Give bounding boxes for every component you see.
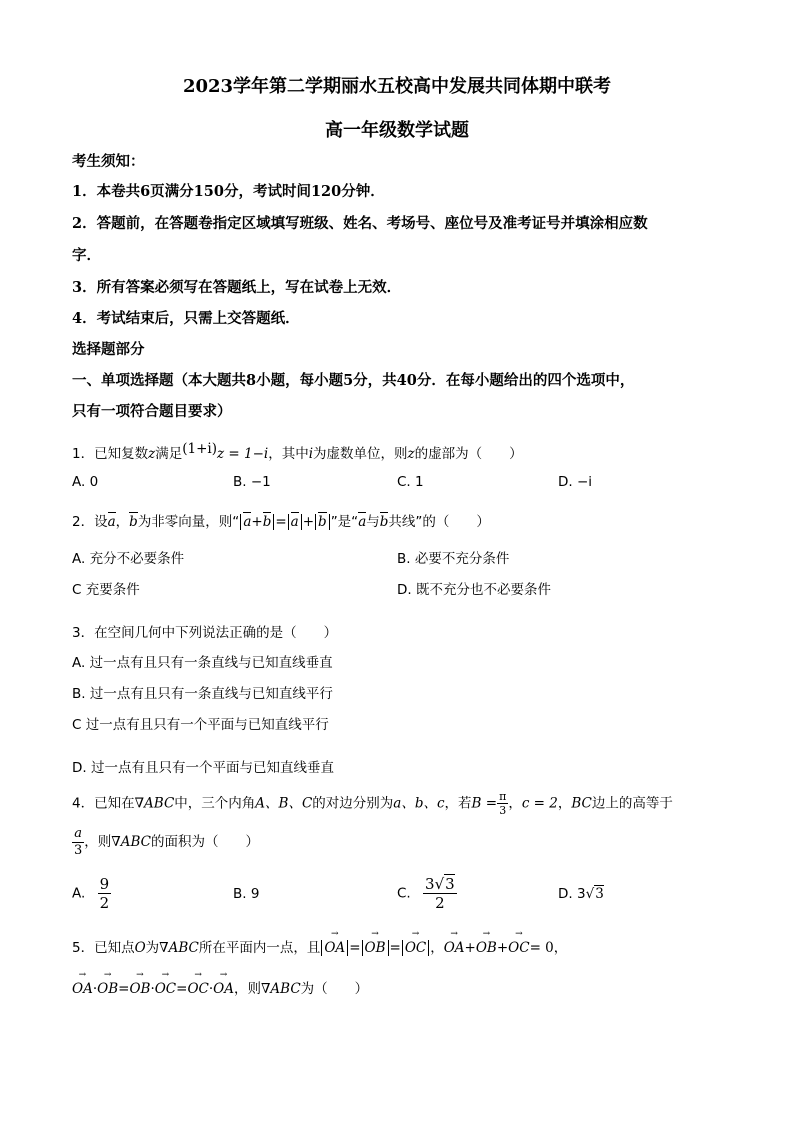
section-heading-2: 只有一项符合题目要求）	[72, 403, 232, 420]
q2-text: 共线”的（ ）	[388, 514, 490, 530]
q2-abs-sum	[240, 514, 274, 530]
q4-math: ∇ABC	[111, 834, 151, 851]
section-heading-1: 一、单项选择题（本大题共8小题，每小题5分，共40分．在每小题给出的四个选项中，	[72, 372, 635, 389]
q4-fraction-a-over-3	[72, 826, 84, 858]
q4-math: A、B、C	[255, 795, 313, 812]
q4-opt-a-fraction	[98, 875, 112, 912]
q5-var: O	[134, 940, 146, 956]
q4-opt-label: D. 3	[558, 886, 586, 902]
notice-item-3: 3．所有答案必须写在答题纸上，写在试卷上无效．	[72, 279, 402, 296]
q1-option-d: D. −i	[558, 474, 593, 490]
q4-text: 的面积为（ ）	[150, 834, 259, 851]
q5-text: ，	[553, 940, 568, 956]
q4-frac-num: a	[72, 826, 84, 843]
q2-text: ”是“	[330, 514, 359, 530]
q2-text: 与	[366, 514, 380, 530]
q4-text: 的对边分别为	[312, 795, 394, 812]
q3-option-d: D. 过一点有且只有一个平面与已知直线垂直	[72, 760, 334, 776]
q4-text: 边上的高等于	[591, 795, 673, 812]
q4-math: ∇ABC	[134, 795, 175, 812]
question-3-stem: 3．在空间几何中下列说法正确的是（ ）	[72, 625, 338, 641]
q1-text: 的虚部为（ ）	[414, 446, 523, 462]
q2-var: b	[318, 514, 327, 530]
q2-abs-b	[315, 514, 330, 530]
part-label: 选择题部分	[72, 341, 145, 358]
q2-var: b	[129, 514, 138, 530]
q2-var: a	[290, 514, 299, 530]
q2-var: a	[243, 514, 252, 530]
q4-option-a	[72, 875, 111, 912]
q4-radicand: 3	[445, 875, 455, 893]
q1-var: z	[148, 446, 156, 462]
q1-math: (1+i)	[182, 441, 217, 457]
q5-abs-oc	[402, 940, 429, 956]
q2-text: 为非零向量，则“	[137, 514, 240, 530]
question-4-stem-cont	[72, 826, 259, 858]
question-5-stem-cont	[72, 977, 368, 997]
q5-text: 为	[145, 940, 160, 956]
q4-frac-num: π	[499, 790, 507, 803]
q2-option-b: B. 必要不充分条件	[397, 551, 510, 567]
q4-text: ，	[508, 795, 522, 812]
q2-op: +	[302, 514, 315, 530]
q5-text: ，则	[233, 981, 261, 997]
q5-vector: → OA	[213, 981, 234, 997]
q4-math: a、b、c	[393, 795, 445, 812]
q2-option-a: A. 充分不必要条件	[72, 551, 185, 567]
q4-fraction-pi-over-3	[497, 790, 508, 817]
q5-vector: → OA	[72, 981, 93, 997]
q1-text: ，其中	[268, 446, 309, 462]
q2-text: 2．设	[72, 514, 108, 530]
q5-vector: → OC	[508, 940, 529, 956]
q5-math: ∇ABC	[159, 940, 199, 956]
q4-frac-den: 2	[435, 894, 445, 912]
q1-option-a: A. 0	[72, 474, 99, 490]
notice-heading: 考生须知：	[72, 153, 145, 170]
notice-item-4: 4．考试结束后，只需上交答题纸．	[72, 310, 300, 327]
q4-math: B =	[471, 795, 498, 812]
q1-math: z = 1−i	[216, 446, 269, 462]
q1-option-c: C. 1	[397, 474, 424, 490]
question-4-stem	[72, 790, 673, 817]
q1-text: 1．已知复数	[72, 446, 149, 462]
q2-var: b	[262, 514, 272, 530]
q2-var: a	[358, 514, 367, 530]
q5-text: 5．已知点	[72, 940, 135, 956]
q4-math: c = 2	[521, 795, 558, 812]
q4-math: BC	[571, 795, 592, 812]
q4-text: 4．已知在	[72, 795, 135, 812]
q2-option-c: C 充要条件	[72, 582, 140, 598]
q5-op: ·	[150, 981, 155, 997]
q1-text: 满足	[155, 446, 183, 462]
q2-abs-a	[288, 514, 302, 530]
q5-op: +	[464, 940, 476, 956]
q5-op: ·	[92, 981, 98, 997]
question-5-stem	[72, 936, 567, 956]
q5-vector: → OB	[476, 940, 497, 956]
q5-vector: → OA	[324, 940, 345, 956]
q1-option-b: B. −1	[233, 474, 271, 490]
q2-op: +	[251, 514, 263, 530]
q5-math: = 0	[529, 940, 554, 956]
q5-vector: → OB	[129, 981, 150, 997]
q5-op: ·	[208, 981, 214, 997]
q5-vector: → OC	[155, 981, 176, 997]
q4-opt-label: A.	[72, 885, 86, 902]
q4-opt-c-fraction	[423, 875, 457, 912]
q5-vector: → OB	[365, 940, 386, 956]
q5-text: ，	[430, 940, 444, 956]
q5-vector: → OA	[444, 940, 465, 956]
q5-op: =	[118, 981, 130, 997]
q5-vector: → OB	[97, 981, 118, 997]
q4-radicand: 3	[595, 886, 604, 902]
exam-subtitle: 高一年级数学试题	[325, 120, 469, 141]
notice-item-2-cont: 字．	[72, 247, 101, 264]
q2-option-d: D. 既不充分也不必要条件	[397, 582, 551, 598]
q2-var: b	[379, 514, 389, 530]
q5-vector: → OC	[187, 981, 208, 997]
q4-option-d: D. 3√3	[558, 886, 604, 902]
q1-text: 为虚数单位，则	[313, 446, 408, 462]
q5-op: =	[176, 981, 188, 997]
q4-text: ，	[557, 795, 572, 812]
q5-abs-ob	[362, 940, 389, 956]
q4-frac-den: 3	[74, 842, 83, 858]
q2-op: =	[275, 514, 287, 530]
q2-var: a	[107, 514, 116, 530]
q4-coef: 3	[425, 875, 435, 893]
q4-opt-label: C.	[397, 885, 411, 902]
q4-option-c	[397, 875, 457, 912]
question-2-stem	[72, 510, 490, 530]
q5-text: 为（ ）	[300, 981, 369, 997]
q5-op: +	[496, 940, 509, 956]
q1-var: z	[407, 446, 415, 462]
q4-frac-den: 2	[99, 894, 110, 912]
q5-text: 所在平面内一点，且	[198, 940, 321, 956]
q1-var: i	[308, 446, 314, 462]
q5-vector: → OC	[405, 940, 426, 956]
q3-option-c: C 过一点有且只有一个平面与已知直线平行	[72, 717, 329, 733]
q5-math: ∇ABC	[260, 981, 301, 997]
q4-frac-num: 9	[99, 875, 110, 893]
q5-op: =	[349, 940, 361, 956]
q3-option-a: A. 过一点有且只有一条直线与已知直线垂直	[72, 655, 333, 671]
q2-text: ，	[115, 514, 130, 530]
q4-text: ，若	[444, 795, 472, 812]
q3-option-b: B. 过一点有且只有一条直线与已知直线平行	[72, 686, 333, 702]
notice-item-2: 2．答题前，在答题卷指定区域填写班级、姓名、考场号、座位号及准考证号并填涂相应数	[72, 215, 648, 232]
q4-text: 中，三个内角	[174, 795, 256, 812]
exam-title: 2023学年第二学期丽水五校高中发展共同体期中联考	[182, 76, 612, 97]
question-1-stem	[72, 442, 523, 462]
q4-frac-num: 3√3	[425, 875, 455, 893]
notice-item-1: 1．本卷共6页满分150分，考试时间120分钟．	[72, 183, 385, 200]
q5-op: =	[389, 940, 401, 956]
q4-text: ，则	[84, 834, 112, 851]
q4-frac-den: 3	[499, 804, 507, 818]
q4-option-b: B. 9	[233, 886, 260, 902]
q5-abs-oa	[321, 940, 348, 956]
